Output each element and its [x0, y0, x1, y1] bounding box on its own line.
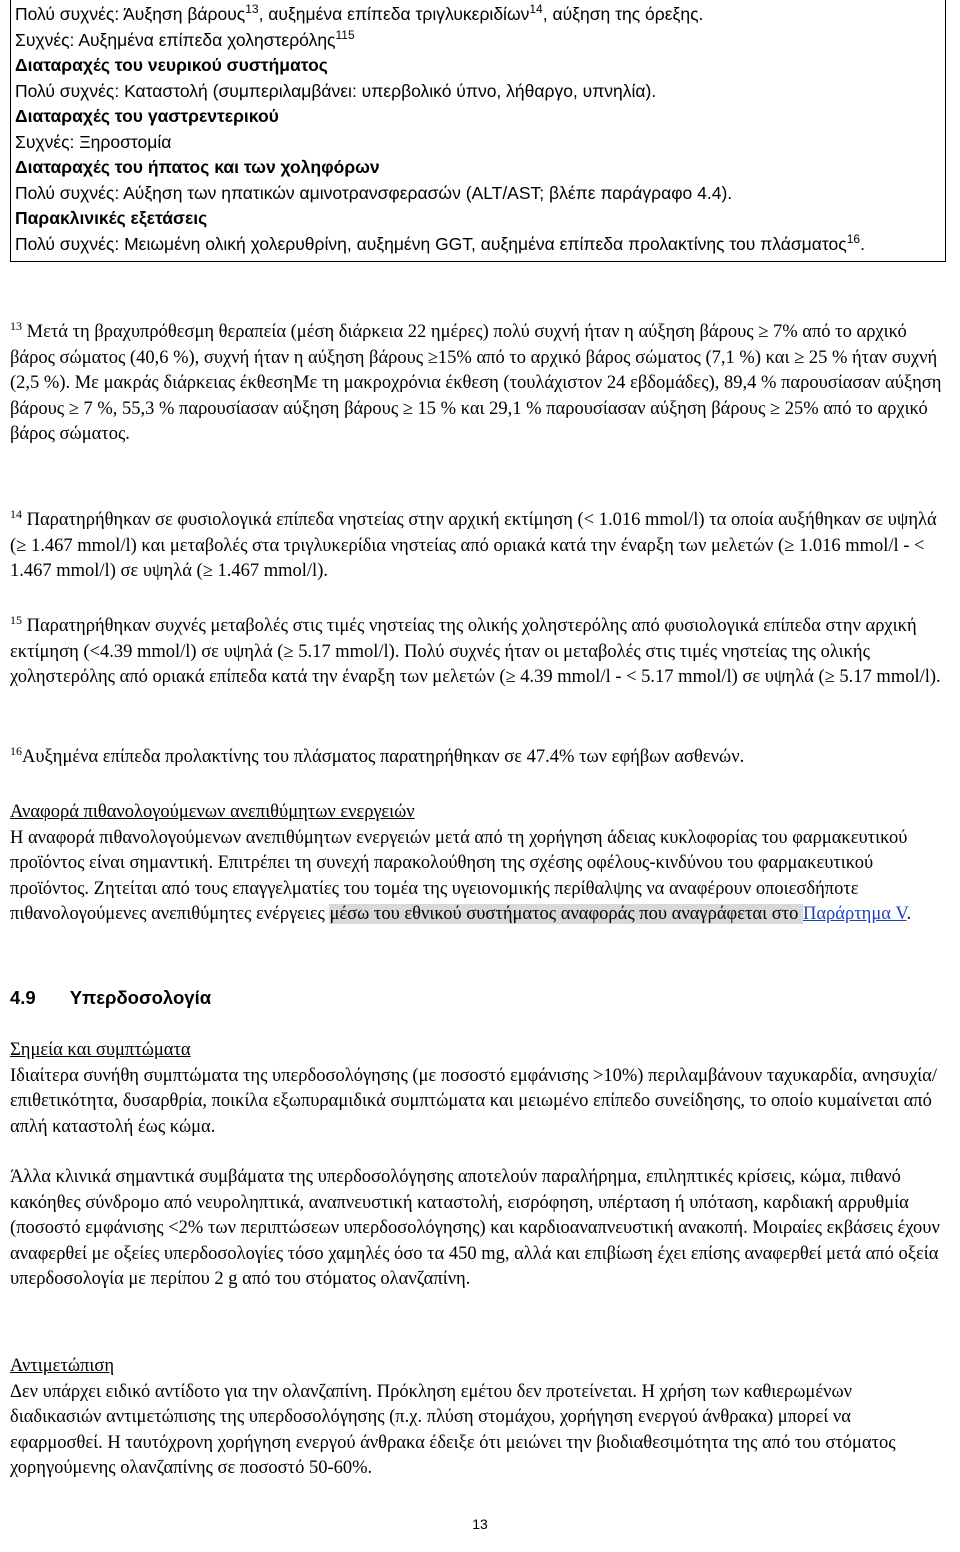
table-row: Πολύ συχνές: Μειωμένη ολική χολερυθρίνη, αυξημένη GGT, αυξημένα επίπεδα προλακτίνης του πλάσματος$^{16}$.: [15, 231, 865, 254]
table-row: Πολύ συχνές: Άυξηση βάρους$^{13}$, αυξημένα επίπεδα τριγλυκεριδίων$^{14}$, αύξηση της όρεξης.: [15, 2, 704, 24]
footnote-13: [10, 320, 945, 448]
symptoms-paragraph-2: Άλλα κλινικά σημαντικά συμβάματα της υπερδοσολόγησης αποτελούν παραλήρημα, επιληπτικές κρίσεις, κώμα, πιθανό κακόηθες σύνδρομο από νευροληπτικά, αναπνευστική καταστολή, εισρόφηση, υπέρταση ή υπόταση, καρδιακή αρρυθμία (ποσοστό εμφάνισης <2% των περιπτώσεων υπερδοσολόγησης) και καρδιοαναπνευστική ανακοπή. Μοιραίες εκβάσεις έχουν αναφερθεί με οξείες υπερδοσολογίες τόσο χαμηλές όσο τα 450 mg, αλλά και επιβίωση έχει επίσης αναφερθεί μετά από οξεία υπερδοσολογία με περίπου 2 g από του στόματος ολανζαπίνη.: [10, 1167, 940, 1289]
appendix-v-link[interactable]: Παράρτημα V: [803, 904, 907, 924]
section-title: Υπερδοσολογία: [69, 987, 212, 1008]
highlighted-text: μέσω του εθνικού συστήματος αναφοράς που αναγράφεται στο: [329, 904, 799, 924]
section-number: 4.9: [10, 987, 36, 1008]
page-number: 13: [472, 1516, 488, 1532]
table-heading-lab: Παρακλινικές εξετάσεις: [15, 208, 208, 228]
treatment-body: Δεν υπάρχει ειδικό αντίδοτο για την ολανζαπίνη. Πρόκληση εμέτου δεν προτείνεται. Η χρήση των καθιερωμένων διαδικασιών αντιμετώπισης της υπερδοσολόγησης (π.χ. πλύση στομάχου, χορήγηση ενεργού άνθρακα) μπορεί να εφαρμοσθεί. Η ταυτόχρονη χορήγηση ενεργού άνθρακα έδειξε ότι μειώνει την βιοδιαθεσιμότητα της από του στόματος χορηγούμενης ολανζαπίνης σε ποσοστό 50-60%.: [10, 1381, 896, 1478]
footnote-text: Παρατηρήθηκαν συχνές μεταβολές στις τιμές νηστείας της ολικής χοληστερόλης από φυσιολογικά επίπεδα στην αρχική εκτίμηση (<4.39 mmol/l) σε υψηλά (≥ 5.17 mmol/l). Πολύ συχνές ήταν οι μεταβολές στις τιμές νηστείας της ολικής χοληστερόλης από οριακά επίπεδα κατά την έναρξη των μελετών (≥ 4.39 mmol/l - < 5.17 mmol/l) σε υψηλά (≥ 5.17 mmol/l).: [10, 616, 941, 687]
footnote-15: [10, 614, 945, 691]
footnote-number: 13: [10, 318, 22, 333]
footnote-16: [10, 745, 945, 771]
footnote-14: [10, 508, 945, 585]
footnote-text: Μετά τη βραχυπρόθεσμη θεραπεία (μέση διάρκεια 22 ημέρες) πολύ συχνή ήταν η αύξηση βάρους ≥ 7% από το αρχικό βάρος σώματος (40,6 %), συχνή ήταν η αύξηση βάρους ≥15% από το αρχικό βάρος σώματος (7,1 %) και ≥ 25 % ήταν συχνή (2,5 %). Με μακράς διάρκειας έκθεσηΜε τη μακροχρόνια έκθεση (τουλάχιστον 24 εβδομάδες), 89,4 % παρουσίασαν αύξηση βάρους ≥ 7 %, 55,3 % παρουσίασαν αύξηση βάρους ≥ 15 % και 29,1 % παρουσίασαν αύξηση βάρους ≥ 25% από το αρχικό βάρος σώματος.: [10, 322, 942, 444]
table-heading-liver: Διαταραχές του ήπατος και των χοληφόρων: [15, 157, 380, 177]
footnote-text: Παρατηρήθηκαν σε φυσιολογικά επίπεδα νηστείας στην αρχική εκτίμηση (< 1.016 mmol/l) τα οποία αυξήθηκαν σε υψηλά (≥ 1.467 mmol/l) και μεταβολές στα τριγλυκερίδια νηστείας από οριακά κατά την έναρξη των μελετών (≥ 1.016 mmol/l - < 1.467 mmol/l) σε υψηλά (≥ 1.467 mmol/l).: [10, 510, 937, 581]
table-row: Συχνές: Ξηροστομία: [15, 131, 172, 152]
treatment-section: [10, 1354, 945, 1482]
footnote-text: Αυξημένα επίπεδα προλακτίνης του πλάσματος παρατηρήθηκαν σε 47.4% των εφήβων ασθενών.: [22, 747, 745, 767]
adverse-reactions-table: [10, 0, 946, 262]
reporting-section: [10, 800, 945, 928]
treatment-title: Αντιμετώπιση: [10, 1356, 115, 1376]
table-heading-gi: Διαταραχές του γαστρεντερικού: [15, 106, 279, 126]
symptoms-title: Σημεία και συμπτώματα: [10, 1040, 191, 1060]
reporting-body: Η αναφορά πιθανολογούμενων ανεπιθύμητων ενεργειών μετά από τη χορήγηση άδειας κυκλοφορίας του φαρμακευτικού προϊόντος είναι σημαντική. Επιτρέπει τη συνεχή παρακολούθηση της σχέσης οφέλους-κινδύνου του φαρμακευτικού προϊόντος. Ζητείται από τους επαγγελματίες του τομέα της υγειονομικής περίθαλψης να αναφέρουν οποιεσδήποτε πιθανολογούμενες ανεπιθύμητες ενέργειες μέσω του εθνικού συστήματος αναφοράς που αναγράφεται στο Παράρτημα V.: [10, 827, 912, 924]
table-row: Πολύ συχνές: Αύξηση των ηπατικών αμινοτρανσφερασών (ALT/AST; βλέπε παράγραφο 4.4).: [15, 182, 733, 203]
symptoms-paragraph-1: Ιδιαίτερα συνήθη συμπτώματα της υπερδοσολόγησης (με ποσοστό εμφάνισης >10%) περιλαμβάνουν ταχυκαρδία, ανησυχία/ επιθετικότητα, δυσαρθρία, ποικίλα εξωπυραμιδικά συμπτώματα και μειωμένο επίπεδο συνείδησης, το οποίο κυμαίνεται από απλή καταστολή έως κώμα.: [10, 1065, 937, 1137]
table-heading-nervous: Διαταραχές του νευρικού συστήματος: [15, 55, 328, 75]
symptoms-section: [10, 1038, 945, 1293]
reporting-title: Αναφορά πιθανολογούμενων ανεπιθύμητων ενεργειών: [10, 802, 415, 822]
footnote-number: 15: [10, 612, 22, 627]
section-heading: [10, 985, 945, 1011]
table-row: Πολύ συχνές: Καταστολή (συμπεριλαμβάνει: υπερβολικό ύπνο, λήθαργο, υπνηλία).: [15, 80, 657, 101]
footnote-number: 14: [10, 506, 22, 521]
footnote-number: 16: [10, 743, 22, 758]
table-row: Συχνές: Αυξημένα επίπεδα χοληστερόλης$^{115}$: [15, 27, 355, 50]
